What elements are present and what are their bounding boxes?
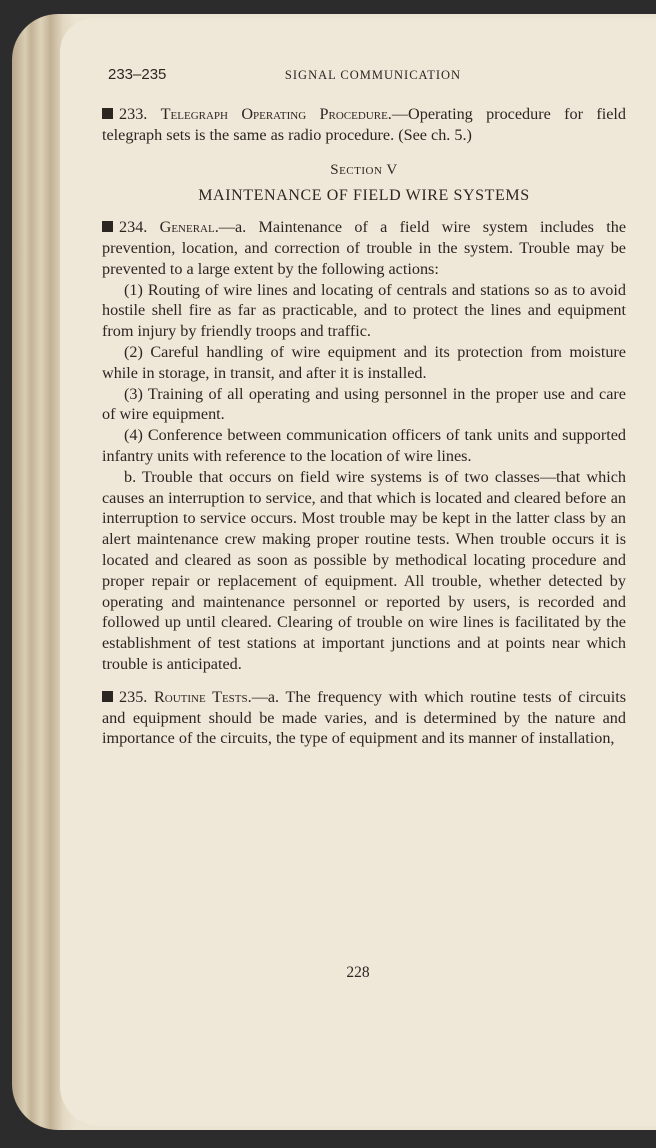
page-range: 233–235 [108, 66, 167, 83]
paragraph-233 [102, 104, 626, 146]
paragraph-number: 233. [119, 105, 148, 123]
list-item-3: (3) Training of all operating and using personnel in the proper use and care of wire equipment. [102, 384, 626, 424]
paragraph-text: —Operating procedure for field telegraph sets is the same as radio procedure. (See ch. 5.) [102, 105, 626, 144]
section-title: MAINTENANCE OF FIELD WIRE SYSTEMS [198, 187, 530, 205]
subparagraph-b: b. Trouble that occurs on field wire systems is of two classes—that which causes an interruption to service, and that which is located and cleared before an interruption to service occurs. Most trouble may be kept in the latter class by an alert maintenance crew making proper routine tests. When trouble occurs it is located and cleared as soon as possible by methodical locating procedure and proper repair or replacement of equipment. All trouble, whether detected by operating and maintenance personnel or reported by users, is recorded and followed up until cleared. Clearing of trouble on wire lines is facilitated by the establishment of test stations at important junctions and at points near which trouble is anticipated. [102, 467, 626, 673]
paragraph-235 [102, 687, 626, 749]
paragraph-number: 234. [119, 218, 148, 237]
running-title: SIGNAL COMMUNICATION [284, 68, 462, 82]
paragraph-heading: Routine Tests. [153, 687, 252, 706]
paragraph-number: 235. [119, 687, 148, 706]
paragraph-marker-icon [102, 221, 113, 232]
paragraph-heading: General. [159, 218, 219, 237]
paragraph-heading: Telegraph Operating Procedure. [160, 105, 392, 123]
section-label: Section V [330, 161, 398, 178]
book-page [60, 18, 656, 1126]
list-item-4: (4) Conference between communication officers of tank units and supported infantry units with reference to the location of wire lines. [102, 426, 626, 465]
list-item-2: (2) Careful handling of wire equipment and its protection from moisture while in storage, in transit, and after it is installed. [102, 342, 626, 382]
body-text [102, 104, 626, 749]
page-header [108, 66, 638, 88]
paragraph-234 [102, 217, 626, 279]
paragraph-marker-icon [102, 108, 113, 119]
paragraph-intro: —a. Maintenance of a field wire system includes the prevention, location, and correction of trouble in the system. Trouble may be prevented to a large extent by the following actions: [102, 218, 627, 278]
page-number: 228 [346, 964, 370, 981]
paragraph-text: —a. The frequency with which routine tests of circuits and equipment should be made varies, and is determined by the nature and importance of the circuits, the type of equipment and its manner of installation, [102, 687, 627, 748]
paragraph-marker-icon [102, 691, 113, 702]
list-item-1: (1) Routing of wire lines and locating of centrals and stations so as to avoid hostile shell fire as far as practicable, and to protect the lines and equipment from injury by friendly troops and traffic. [102, 280, 626, 341]
